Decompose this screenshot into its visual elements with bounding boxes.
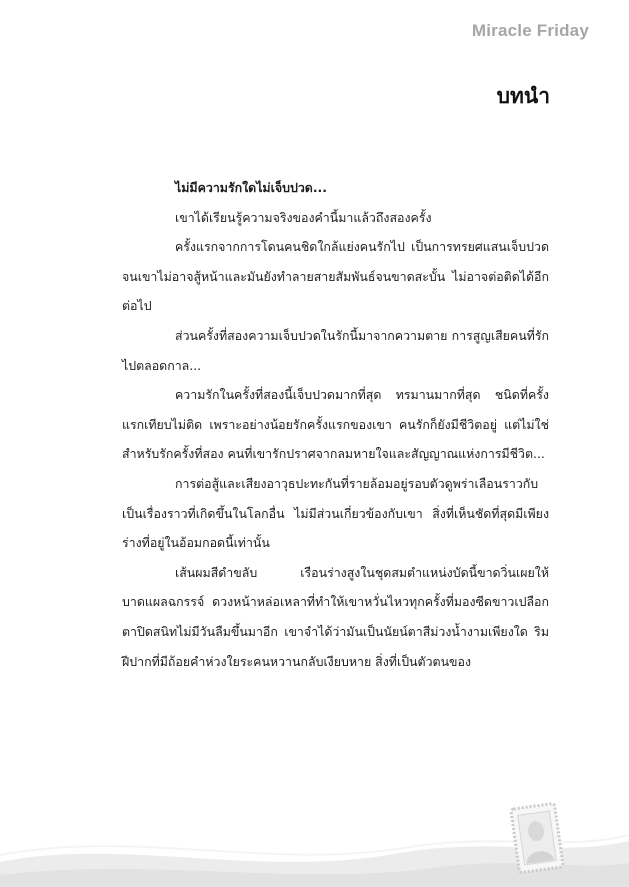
paragraph: ครั้งแรกจากการโดนคนชิดใกล้แย่งคนรักไป เป็นการทรยศแสนเจ็บปวดจนเขาไม่อาจสู้หน้าและมันยังทำลายสายสัมพันธ์จนขาดสะบั้น ไม่อาจต่อติดได้อีกต่อไป: [122, 239, 549, 314]
paragraph: ความรักในครั้งที่สองนี้เจ็บปวดมากที่สุด ทรมานมากที่สุด ชนิดที่ครั้งแรกเทียบไม่ติด เพราะอย่างน้อยรักครั้งแรกของเขา คนรักก็ยังมีชีวิตอยู่ แต่ไม่ใช่สำหรับรักครั้งที่สอง คนที่เขารักปราศจากลมหายใจและสัญญาณแห่งการมีชีวิต...: [122, 387, 549, 462]
header-title: Miracle Friday: [471, 21, 589, 40]
lead-paragraph: ไม่มีความรักใดไม่เจ็บปวด...: [175, 180, 327, 195]
chapter-title: บทนำ: [496, 84, 550, 108]
paragraph: เขาได้เรียนรู้ความจริงของคำนี้มาแล้วถึงสองครั้ง: [175, 209, 432, 225]
body-text: [122, 173, 549, 676]
paragraph: การต่อสู้และเสียงอาวุธปะทะกันที่รายล้อมอยู่รอบตัวดูพร่าเลือนราวกับเป็นเรื่องราวที่เกิดขึ้นในโลกอื่น ไม่มีส่วนเกี่ยวข้องกับเขา สิ่งที่เห็นชัดที่สุดมีเพียงร่างที่อยู่ในอ้อมกอดนี้เท่านั้น: [122, 475, 549, 551]
paragraph: เส้นผมสีดำขลับ เรือนร่างสูงในชุดสมตำแหน่งบัดนี้ขาดวิ่นเผยให้บาดแผลฉกรรจ์ ดวงหน้าหล่อเหลาที่ทำให้เขาหวั่นไหวทุกครั้งที่มองซีดขาวเปลือกตาปิดสนิทไม่มีวันลืมขึ้นมาอีก เขาจำได้ว่ามันเป็นนัยน์ตาสีม่วงน้ำงามเพียงใด ริมฝีปากที่มีถ้อยคำห่วงใยระคนหวานกลับเงียบหาย สิ่งที่เป็นตัวตนของ: [122, 564, 549, 669]
framed-portrait-stamp-icon: [507, 798, 567, 878]
paragraph: ส่วนครั้งที่สองความเจ็บปวดในรักนี้มาจากความตาย การสูญเสียคนที่รักไปตลอดกาล...: [122, 327, 549, 373]
